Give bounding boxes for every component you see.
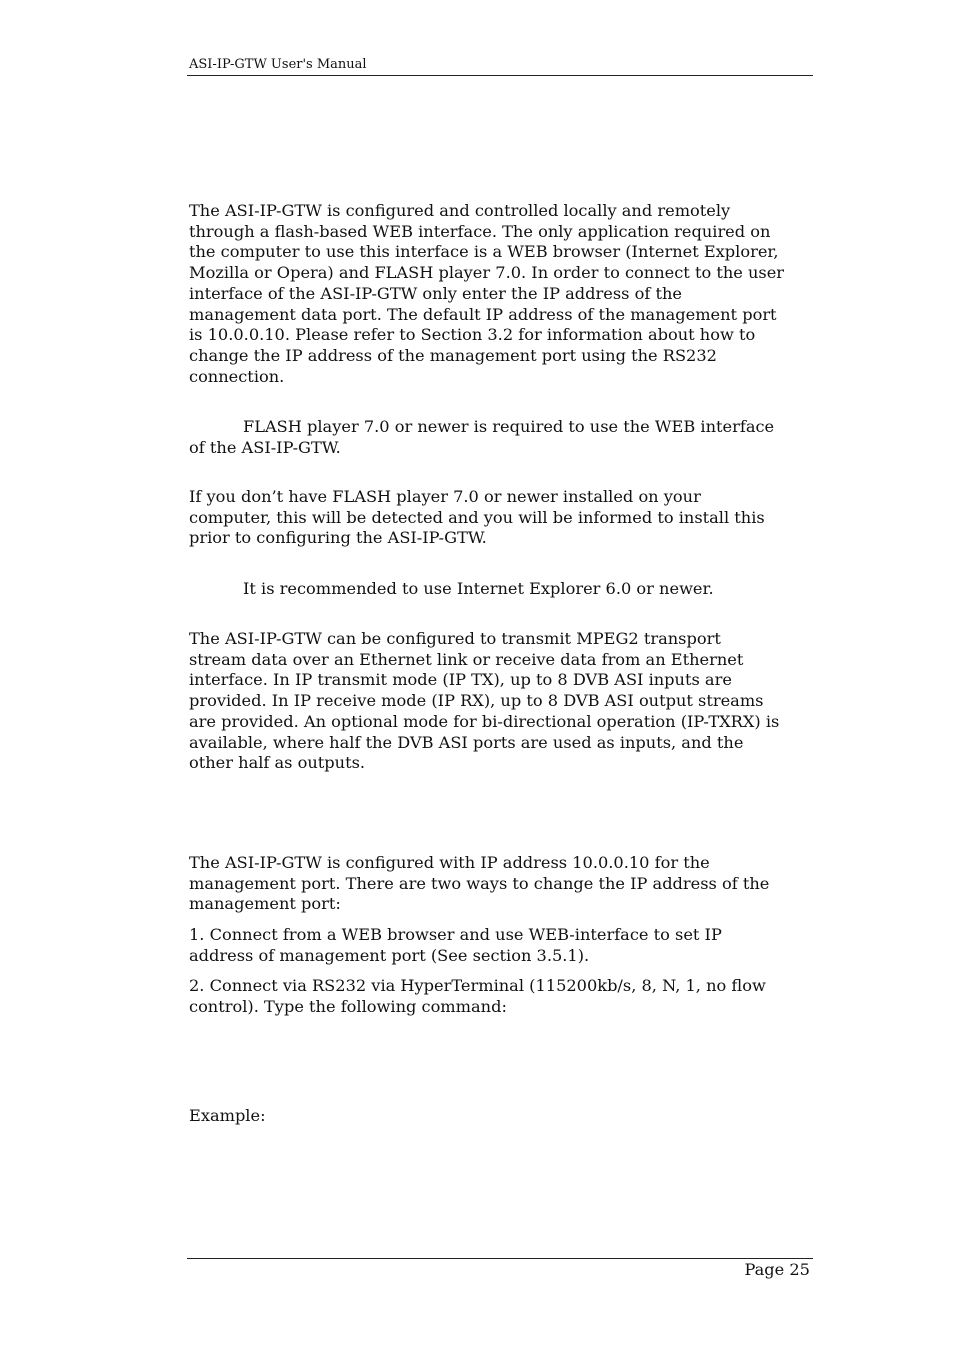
paragraph-intro bbox=[189, 201, 813, 387]
text-line: interface of the ASI-IP-GTW only enter the IP address of the bbox=[189, 283, 682, 303]
header-rule bbox=[187, 75, 813, 76]
text-line: is 10.0.0.10. Please refer to Section 3.2 for information about how to bbox=[189, 325, 756, 345]
text-line: computer, this will be detected and you will be informed to install this bbox=[189, 507, 765, 527]
text-line: address of management port (See section 3.5.1). bbox=[189, 945, 590, 965]
paragraph-example bbox=[189, 1106, 813, 1127]
text-line: management data port. The default IP address of the management port bbox=[189, 304, 777, 324]
paragraph-modes bbox=[189, 629, 813, 774]
text-line: provided. In IP receive mode (IP RX), up to 8 DVB ASI output streams bbox=[189, 691, 764, 711]
text-line: the computer to use this interface is a WEB browser (Internet Explorer, bbox=[189, 242, 779, 262]
text-line: are provided. An optional mode for bi-directional operation (IP-TXRX) is bbox=[189, 711, 780, 731]
paragraph-flash-note bbox=[189, 417, 813, 458]
text-line: prior to configuring the ASI-IP-GTW. bbox=[189, 528, 487, 548]
paragraph-option-2 bbox=[189, 976, 813, 1017]
text-line: It is recommended to use Internet Explorer 6.0 or newer. bbox=[243, 579, 714, 598]
text-line: 1. Connect from a WEB browser and use WEB-interface to set IP bbox=[189, 925, 722, 944]
text-line: control). Type the following command: bbox=[189, 996, 507, 1016]
text-line: FLASH player 7.0 or newer is required to use the WEB interface bbox=[243, 417, 775, 436]
text-line: of the ASI-IP-GTW. bbox=[189, 437, 341, 457]
text-line: The ASI-IP-GTW is configured with IP address 10.0.0.10 for the bbox=[189, 853, 710, 872]
paragraph-flash-missing bbox=[189, 487, 813, 549]
footer-rule bbox=[187, 1258, 813, 1259]
text-line: Mozilla or Opera) and FLASH player 7.0. In order to connect to the user bbox=[189, 263, 785, 283]
text-line: through a flash-based WEB interface. The only application required on bbox=[189, 221, 771, 241]
text-line: management port: bbox=[189, 894, 341, 914]
text-line: connection. bbox=[189, 366, 285, 386]
text-line: management port. There are two ways to change the IP address of the bbox=[189, 873, 770, 893]
paragraph-option-1 bbox=[189, 925, 813, 966]
text-line: interface. In IP transmit mode (IP TX), up to 8 DVB ASI inputs are bbox=[189, 670, 732, 690]
text-line: If you don’t have FLASH player 7.0 or newer installed on your bbox=[189, 487, 701, 506]
text-line: 2. Connect via RS232 via HyperTerminal (115200kb/s, 8, N, 1, no flow bbox=[189, 976, 766, 995]
text-line: other half as outputs. bbox=[189, 753, 366, 773]
running-header: ASI-IP-GTW User's Manual bbox=[189, 57, 367, 72]
text-line: Example: bbox=[189, 1106, 266, 1125]
text-line: available, where half the DVB ASI ports are used as inputs, and the bbox=[189, 732, 744, 752]
page-number: Page 25 bbox=[744, 1260, 810, 1279]
text-line: change the IP address of the management port using the RS232 bbox=[189, 345, 717, 365]
text-line: The ASI-IP-GTW can be configured to transmit MPEG2 transport bbox=[189, 629, 721, 648]
text-line: The ASI-IP-GTW is configured and controlled locally and remotely bbox=[189, 201, 731, 220]
paragraph-ie-note bbox=[189, 579, 813, 600]
text-line: stream data over an Ethernet link or receive data from an Ethernet bbox=[189, 649, 744, 669]
paragraph-mgmt-ip bbox=[189, 853, 813, 915]
